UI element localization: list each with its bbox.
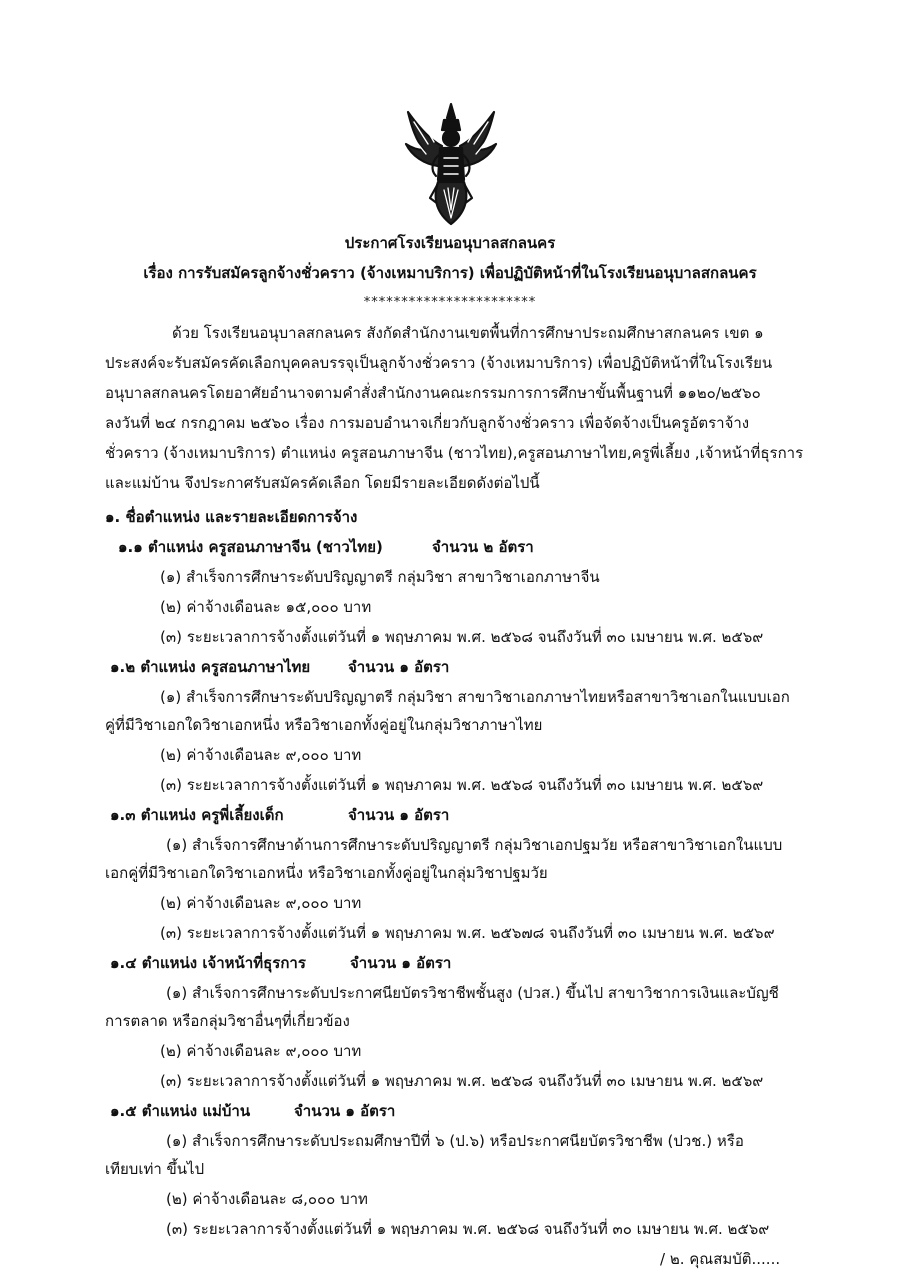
garuda-emblem-icon [402,100,500,228]
position-item: (๑) สำเร็จการศึกษาด้านการศึกษาระดับปริญญาตรี กลุ่มวิชาเอกปฐมวัย หรือสาขาวิชาเอกในแบบ [166,836,783,854]
position-heading: ๑.๑ ตำแหน่ง ครูสอนภาษาจีน (ชาวไทย) [118,538,383,556]
position-count: จำนวน ๑ อัตรา [294,1102,396,1120]
position-item: เอกคู่ที่มีวิชาเอกใดวิชาเอกหนึ่ง หรือวิชาเอกทั้งคู่อยู่ในกลุ่มวิชาปฐมวัย [105,864,548,882]
position-item: (๑) สำเร็จการศึกษาระดับปริญญาตรี กลุ่มวิชา สาขาวิชาเอกภาษาจีน [160,568,600,586]
position-item: (๑) สำเร็จการศึกษาระดับปริญญาตรี กลุ่มวิชา สาขาวิชาเอกภาษาไทยหรือสาขาวิชาเอกในแบบเอก [160,688,790,706]
intro-line: อนุบาลสกลนครโดยอาศัยอำนาจตามคำสั่งสำนักงานคณะกรรมการการศึกษาขั้นพื้นฐานที่ ๑๑๒๐/๒๕๖๐ [105,384,761,402]
position-item: (๑) สำเร็จการศึกษาระดับประถมศึกษาปีที่ ๖ (ป.๖) หรือประกาศนียบัตรวิชาชีพ (ปวช.) หรือ [166,1132,744,1150]
position-item: (๒) ค่าจ้างเดือนละ ๙,๐๐๐ บาท [160,746,362,764]
position-heading: ๑.๕ ตำแหน่ง แม่บ้าน [110,1102,251,1120]
intro-line: ประสงค์จะรับสมัครคัดเลือกบุคคลบรรจุเป็นลูกจ้างชั่วคราว (จ้างเหมาบริการ) เพื่อปฏิบัติหน้าที่ในโรงเรียน [105,354,773,372]
intro-line: ชั่วคราว (จ้างเหมาบริการ) ตำแหน่ง ครูสอนภาษาจีน (ชาวไทย),ครูสอนภาษาไทย,ครูพี่เลี้ยง ,เจ้าหน้าที่ธุรการ [105,444,804,462]
position-item: (๓) ระยะเวลาการจ้างตั้งแต่วันที่ ๑ พฤษภาคม พ.ศ. ๒๕๖๗๘ จนถึงวันที่ ๓๐ เมษายน พ.ศ. ๒๕๖๙ [160,924,775,942]
position-item: (๒) ค่าจ้างเดือนละ ๘,๐๐๐ บาท [166,1190,368,1208]
position-item: (๒) ค่าจ้างเดือนละ ๙,๐๐๐ บาท [160,894,362,912]
intro-line: ลงวันที่ ๒๔ กรกฎาคม ๒๕๖๐ เรื่อง การมอบอำนาจเกี่ยวกับลูกจ้างชั่วคราว เพื่อจัดจ้างเป็นครูอัตราจ้าง [105,414,750,432]
position-heading: ๑.๒ ตำแหน่ง ครูสอนภาษาไทย [110,658,311,676]
position-heading: ๑.๓ ตำแหน่ง ครูพี่เลี้ยงเด็ก [110,806,284,824]
position-item: (๒) ค่าจ้างเดือนละ ๑๕,๐๐๐ บาท [160,598,372,616]
announcement-title: ประกาศโรงเรียนอนุบาลสกลนคร [344,234,556,252]
position-count: จำนวน ๑ อัตรา [348,658,450,676]
position-item: เทียบเท่า ขึ้นไป [105,1160,205,1178]
intro-line: และแม่บ้าน จึงประกาศรับสมัครคัดเลือก โดยมีรายละเอียดดังต่อไปนี้ [105,474,540,492]
position-item: (๓) ระยะเวลาการจ้างตั้งแต่วันที่ ๑ พฤษภาคม พ.ศ. ๒๕๖๘ จนถึงวันที่ ๓๐ เมษายน พ.ศ. ๒๕๖๙ [160,776,764,794]
position-count: จำนวน ๑ อัตรา [348,806,450,824]
position-count: จำนวน ๒ อัตรา [432,538,534,556]
section-title: ๑. ชื่อตำแหน่ง และรายละเอียดการจ้าง [105,508,358,526]
position-item: (๓) ระยะเวลาการจ้างตั้งแต่วันที่ ๑ พฤษภาคม พ.ศ. ๒๕๖๘ จนถึงวันที่ ๓๐ เมษายน พ.ศ. ๒๕๖๙ [166,1220,770,1238]
position-item: คู่ที่มีวิชาเอกใดวิชาเอกหนึ่ง หรือวิชาเอกทั้งคู่อยู่ในกลุ่มวิชาภาษาไทย [105,716,543,734]
position-item: การตลาด หรือกลุ่มวิชาอื่นๆที่เกี่ยวข้อง [105,1012,350,1030]
intro-line: ด้วย โรงเรียนอนุบาลสกลนคร สังกัดสำนักงานเขตพื้นที่การศึกษาประถมศึกษาสกลนคร เขต ๑ [172,324,764,342]
position-heading: ๑.๔ ตำแหน่ง เจ้าหน้าที่ธุรการ [110,954,306,972]
separator-stars: *********************** [363,295,537,310]
position-item: (๑) สำเร็จการศึกษาระดับประกาศนียบัตรวิชาชีพชั้นสูง (ปวส.) ขึ้นไป สาขาวิชาการเงินและบัญชี [166,984,779,1002]
position-item: (๓) ระยะเวลาการจ้างตั้งแต่วันที่ ๑ พฤษภาคม พ.ศ. ๒๕๖๘ จนถึงวันที่ ๓๐ เมษายน พ.ศ. ๒๕๖๙ [160,628,764,646]
announcement-subject: เรื่อง การรับสมัครลูกจ้างชั่วคราว (จ้างเหมาบริการ) เพื่อปฏิบัติหน้าที่ในโรงเรียนอนุบาลสกลนคร [143,264,757,282]
position-count: จำนวน ๑ อัตรา [350,954,452,972]
position-item: (๓) ระยะเวลาการจ้างตั้งแต่วันที่ ๑ พฤษภาคม พ.ศ. ๒๕๖๘ จนถึงวันที่ ๓๐ เมษายน พ.ศ. ๒๕๖๙ [160,1072,764,1090]
position-item: (๒) ค่าจ้างเดือนละ ๙,๐๐๐ บาท [160,1042,362,1060]
next-page-footer: / ๒. คุณสมบัติ...... [660,1250,781,1268]
